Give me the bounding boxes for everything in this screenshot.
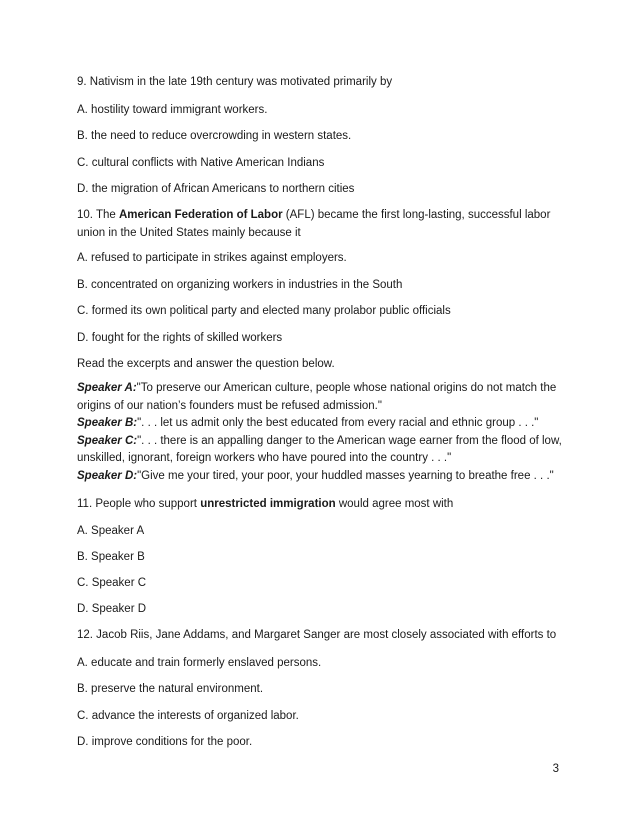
- speaker-b-label: Speaker B:: [77, 417, 138, 429]
- q12-option-c: C. advance the interests of organized labor.: [77, 710, 299, 722]
- q11-stem-post: would agree most with: [335, 498, 454, 510]
- q10-option-d: D. fought for the rights of skilled workers: [77, 332, 283, 344]
- speaker-b-text: ". . . let us admit only the best educated from every racial and ethnic group . . .": [137, 417, 539, 429]
- speaker-d-text: "Give me your tired, your poor, your huddled masses yearning to breathe free . . .": [137, 469, 554, 482]
- q9-option-d: D. the migration of African Americans to northern cities: [77, 183, 355, 195]
- speaker-c-text: ". . . there is an appalling danger to the American wage earner from the flood of low, unskilled, ignorant, foreign workers who have poured into the country . . .": [77, 434, 562, 464]
- q10-option-b: B. concentrated on organizing workers in industries in the South: [77, 279, 403, 291]
- q12-stem: 12. Jacob Riis, Jane Addams, and Margaret Sanger are most closely associated with efforts to: [77, 629, 557, 641]
- q9-option-a: A. hostility toward immigrant workers.: [77, 104, 268, 116]
- page-number: 3: [552, 763, 559, 775]
- q10-stem-pre: 10. The: [77, 209, 119, 221]
- speaker-excerpts: [77, 380, 577, 485]
- q11-option-b: B. Speaker B: [77, 551, 145, 563]
- q11-option-a: A. Speaker A: [77, 525, 145, 537]
- q10-option-a: A. refused to participate in strikes against employers.: [77, 252, 347, 264]
- q12-option-a: A. educate and train formerly enslaved persons.: [77, 657, 322, 669]
- speaker-d: [77, 468, 577, 486]
- speaker-b: [77, 415, 577, 433]
- q10-stem-post: (AFL) became the first long-lasting, successful labor union in the United States mainly because it: [77, 209, 551, 239]
- speaker-a: [77, 380, 577, 415]
- speaker-a-text: "To preserve our American culture, people whose national origins do not match the origins of our nation’s founders must be refused admission.": [77, 382, 557, 412]
- speaker-c-label: Speaker C:: [77, 434, 138, 447]
- q10-stem-bold: American Federation of Labor: [119, 209, 283, 221]
- q12-option-d: D. improve conditions for the poor.: [77, 736, 253, 748]
- speaker-a-label: Speaker A:: [77, 382, 137, 394]
- speaker-d-label: Speaker D:: [77, 469, 138, 482]
- q10-stem: [77, 206, 578, 242]
- q9-option-c: C. cultural conflicts with Native American Indians: [77, 157, 325, 169]
- q11-option-c: C. Speaker C: [77, 577, 147, 589]
- q9-option-b: B. the need to reduce overcrowding in western states.: [77, 130, 352, 142]
- speaker-c: [77, 433, 577, 468]
- q12-option-b: B. preserve the natural environment.: [77, 683, 264, 695]
- q11-option-d: D. Speaker D: [77, 603, 147, 615]
- excerpt-intro: Read the excerpts and answer the question below.: [77, 358, 335, 370]
- q9-stem: 9. Nativism in the late 19th century was motivated primarily by: [77, 76, 393, 88]
- q10-option-c: C. formed its own political party and elected many prolabor public officials: [77, 305, 451, 317]
- q11-stem-pre: 11. People who support: [77, 498, 201, 510]
- q11-stem: [77, 497, 578, 511]
- q11-stem-bold: unrestricted immigration: [200, 498, 336, 510]
